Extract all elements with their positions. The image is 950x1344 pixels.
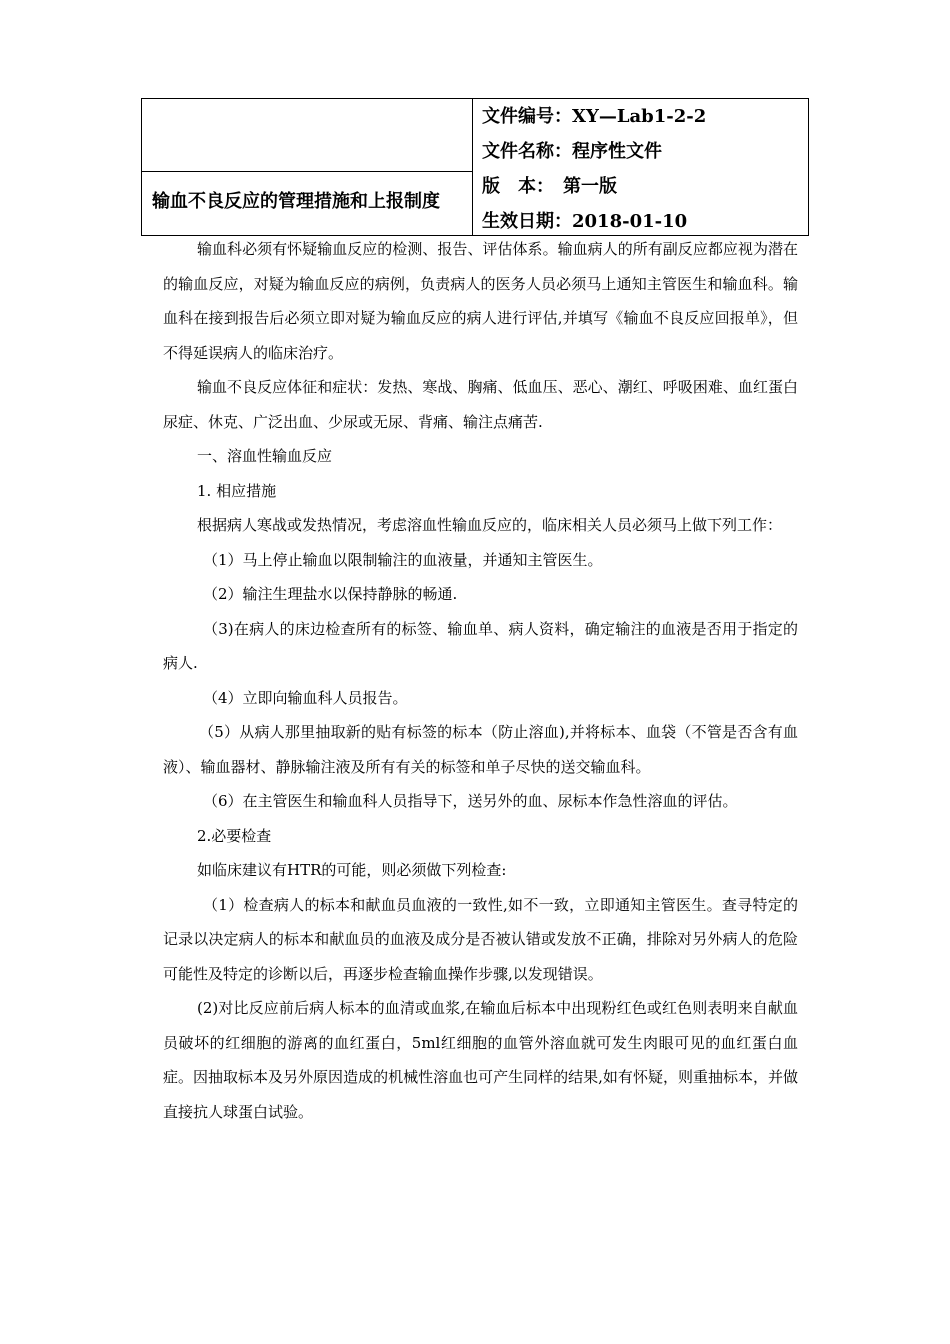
test-item-2: (2)对比反应前后病人标本的血清或血浆,在输血后标本中出现粉红色或红色则表明来自献血员破坏的红细胞的游离的血红蛋白，5ml红细胞的血管外溶血就可发生肉眼可见的血红蛋白血症。因抽取标本及另外原因造成的机械性溶血也可产生同样的结果,如有怀疑，则重抽标本，并做直接抗人球蛋白试验。: [163, 999, 798, 1121]
subheading-required-tests: 2.必要检查: [197, 826, 272, 845]
list-item-1: （1）马上停止输血以限制输注的血液量，并通知主管医生。: [203, 550, 603, 569]
document-title: 输血不良反应的管理措施和上报制度: [152, 191, 440, 212]
list-item-3: （3)在病人的床边检查所有的标签、输血单、病人资料，确定输注的血液是否用于指定的病人.: [163, 619, 798, 672]
test-item-1: （1）检查病人的标本和献血员血液的一致性,如不一致，立即通知主管医生。查寻特定的记录以决定病人的标本和献血员的血液及成分是否被认错或发放不正确，排除对另外病人的危险可能性及特定的诊断以后，再逐步检查输血操作步骤,以发现错误。: [163, 895, 798, 983]
list-item-5: （5）从病人那里抽取新的贴有标签的标本（防止溶血),并将标本、血袋（不管是否含有血液）、输血器材、静脉输注液及所有有关的标签和单子尽快的送交输血科。: [163, 723, 798, 776]
header-divider-horizontal: [142, 171, 472, 172]
paragraph-measures-intro: 根据病人寒战或发热情况，考虑溶血性输血反应的，临床相关人员必须马上做下列工作：: [197, 516, 783, 534]
list-item-2: （2）输注生理盐水以保持静脉的畅通.: [203, 585, 458, 603]
subheading-measures: 1. 相应措施: [197, 481, 277, 500]
document-body: [163, 232, 798, 1129]
document-header-table: [141, 98, 809, 236]
paragraph-tests-intro: 如临床建议有HTR的可能，则必须做下列检查:: [197, 861, 507, 879]
paragraph-symptoms: 输血不良反应体征和症状：发热、寒战、胸痛、低血压、恶心、潮红、呼吸困难、血红蛋白尿症、休克、广泛出血、少尿或无尿、背痛、输注点痛苦.: [163, 378, 798, 431]
document-meta: [482, 99, 802, 239]
section-heading-hemolytic: 一、溶血性输血反应: [197, 447, 333, 465]
header-divider-vertical: [472, 99, 473, 235]
list-item-6: （6）在主管医生和输血科人员指导下，送另外的血、尿标本作急性溶血的评估。: [203, 792, 738, 810]
paragraph-intro: 输血科必须有怀疑输血反应的检测、报告、评估体系。输血病人的所有副反应都应视为潜在的输血反应，对疑为输血反应的病例，负责病人的医务人员必须马上通知主管医生和输血科。输血科在接到报告后必须立即对疑为输血反应的病人进行评估,并填写《输血不良反应回报单》，但不得延误病人的临床治疗。: [163, 240, 798, 362]
effective-date: 生效日期：2018-01-10: [482, 211, 688, 232]
document-name: 文件名称：程序性文件: [482, 141, 662, 162]
list-item-4: （4）立即向输血科人员报告。: [203, 688, 408, 707]
document-version: 版 本： 第一版: [482, 176, 617, 197]
document-number: 文件编号：XY—Lab1-2-2: [482, 106, 707, 127]
